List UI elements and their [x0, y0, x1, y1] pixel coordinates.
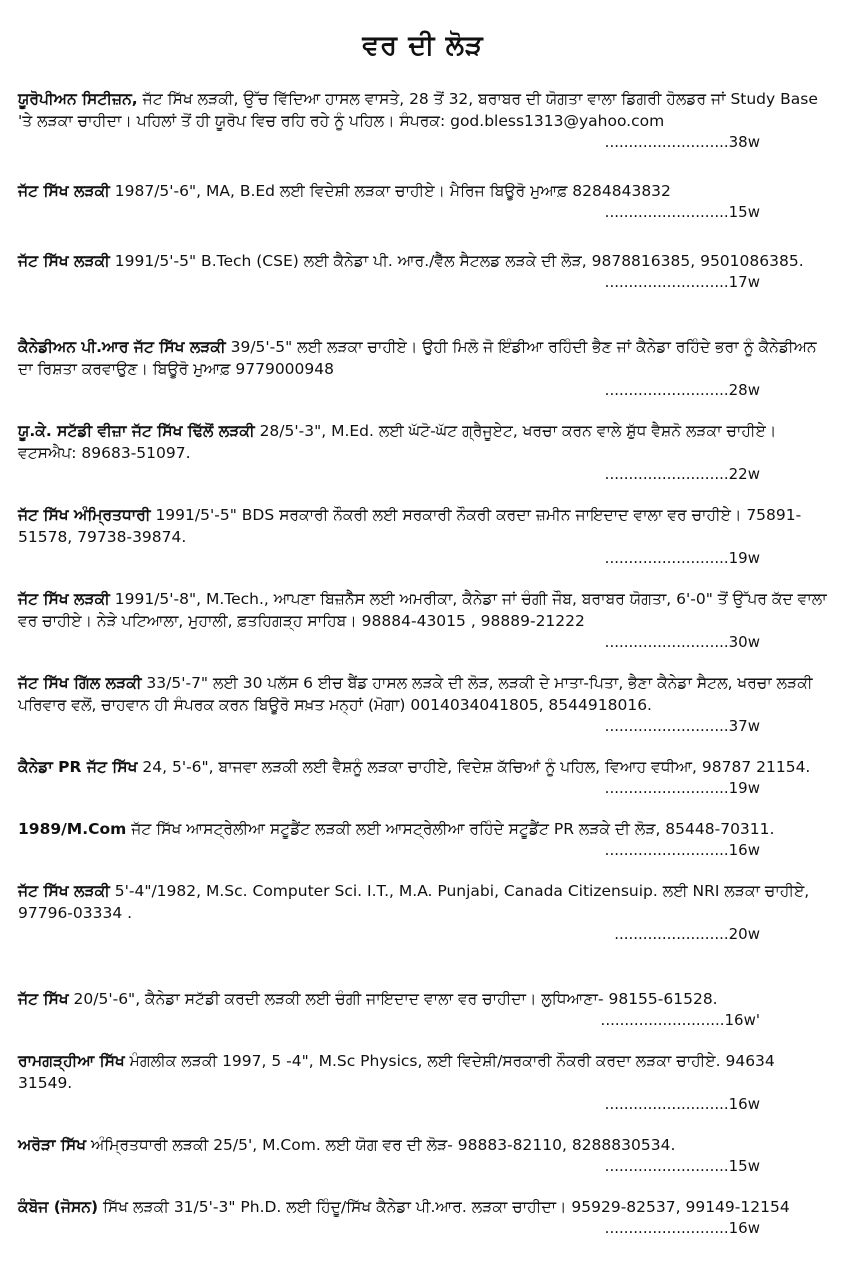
ad-8 — [18, 672, 828, 736]
ad-10 — [18, 818, 828, 860]
ad-6 — [18, 504, 828, 568]
ad-7 — [18, 588, 828, 652]
ad-heading: 1989/M.Com — [18, 820, 127, 838]
ad-5 — [18, 420, 828, 484]
ad-heading: ਕੈਨੇਡਾ PR ਜੱਟ ਸਿੱਖ — [18, 758, 138, 776]
ad-heading: ਜੱਟ ਸਿੱਖ ਲੜਕੀ — [18, 590, 110, 608]
ad-text: 24, 5'-6", ਬਾਜਵਾ ਲੜਕੀ ਲਈ ਵੈਸ਼ਨੂੰ ਲੜਕਾ ਚਾਹੀਏ, ਵਿਦੇਸ਼ ਕੱਚਿਆਂ ਨੂੰ ਪਹਿਲ, ਵਿਆਹ ਵਧੀਆ, 98787 21154. — [137, 758, 811, 776]
ad-2 — [18, 180, 828, 222]
ad-heading: ਜੱਟ ਸਿੱਖ ਗਿੱਲ ਲੜਕੀ — [18, 674, 142, 692]
ad-text: 20/5'-6", ਕੈਨੇਡਾ ਸਟੱਡੀ ਕਰਦੀ ਲੜਕੀ ਲਈ ਚੰਗੀ ਜਾਇਦਾਦ ਵਾਲਾ ਵਰ ਚਾਹੀਦਾ। ਲੁਧਿਆਣਾ- 98155-61528. — [68, 990, 718, 1008]
ad-text: 1987/5'-6", MA, B.Ed ਲਈ ਵਿਦੇਸ਼ੀ ਲੜਕਾ ਚਾਹੀਏ। ਮੈਰਿਜ ਬਿਊਰੋ ਮੁਆਫ਼ 8284843832 — [109, 182, 671, 200]
ad-code: ..........................19w — [604, 779, 760, 797]
ad-3 — [18, 250, 828, 292]
ad-text: ਸਿੱਖ ਲੜਕੀ 31/5'-3" Ph.D. ਲਈ ਹਿੰਦੂ/ਸਿੱਖ ਕੈਨੇਡਾ ਪੀ.ਆਰ. ਲੜਕਾ ਚਾਹੀਦਾ। 95929-82537, 99149-12154 — [98, 1198, 790, 1216]
ad-heading: ਜੱਟ ਸਿੱਖ ਲੜਕੀ — [18, 182, 110, 200]
ad-text: 39/5'-5" ਲਈ ਲੜਕਾ ਚਾਹੀਏ। ਉਹੀ ਮਿਲੋ ਜੋ ਇੰਡੀਆ ਰਹਿੰਦੀ ਭੈਣ ਜਾਂ ਕੈਨੇਡਾ ਰਹਿੰਦੇ ਭਰਾ ਨੂੰ ਕੈਨੇਡੀਅਨ ਦਾ ਰਿਸ਼ਤਾ ਕਰਵਾਉਣ। ਬਿਊਰੋ ਮੁਆਫ਼ 9779000948 — [18, 338, 817, 378]
ad-text: 1991/5'-8", M.Tech., ਆਪਣਾ ਬਿਜ਼ਨੈੱਸ ਲਈ ਅਮਰੀਕਾ, ਕੈਨੇਡਾ ਜਾਂ ਚੰਗੀ ਜੌਬ, ਬਰਾਬਰ ਯੋਗਤਾ, 6'-0" ਤੋਂ ਉੱਪਰ ਕੱਦ ਵਾਲਾ ਵਰ ਚਾਹੀਏ। ਨੇੜੇ ਪਟਿਆਲਾ, ਮੁਹਾਲੀ, ਫ਼ਤਹਿਗੜ੍ਹ ਸਾਹਿਬ। 98884-43015 , 98889-21222 — [18, 590, 827, 630]
page-title: ਵਰ ਦੀ ਲੋੜ — [362, 30, 484, 61]
ad-4 — [18, 336, 828, 400]
ad-text: 1991/5'-5" BDS ਸਰਕਾਰੀ ਨੌਕਰੀ ਲਈ ਸਰਕਾਰੀ ਨੌਕਰੀ ਕਰਦਾ ਜ਼ਮੀਨ ਜਾਇਦਾਦ ਵਾਲਾ ਵਰ ਚਾਹੀਏ। 75891-51578, 79738-39874. — [18, 506, 802, 546]
ad-13 — [18, 1050, 828, 1114]
ad-heading: ਕੈਨੇਡੀਅਨ ਪੀ.ਆਰ ਜੱਟ ਸਿੱਖ ਲੜਕੀ — [18, 338, 226, 356]
ad-text: 28/5'-3", M.Ed. ਲਈ ਘੱਟੋ-ਘੱਟ ਗ੍ਰੈਜੂਏਟ, ਖਰਚਾ ਕਰਨ ਵਾਲੇ ਸ਼ੁੱਧ ਵੈਸ਼ਨੋ ਲੜਕਾ ਚਾਹੀਏ। ਵਟਸਐਪ: 89683-51097. — [18, 422, 777, 462]
ad-heading: ਜੱਟ ਸਿੱਖ ਲੜਕੀ — [18, 252, 110, 270]
ad-1 — [18, 88, 828, 152]
ad-heading: ਰਾਮਗੜ੍ਹੀਆ ਸਿੱਖ — [18, 1052, 125, 1070]
ad-code: ..........................22w — [604, 465, 760, 483]
ad-text: 5'-4"/1982, M.Sc. Computer Sci. I.T., M.A. Punjabi, Canada Citizensuip. ਲਈ NRI ਲੜਕਾ ਚਾਹੀਏ, 97796-03334 . — [18, 882, 810, 922]
ad-code: ..........................16w — [604, 1095, 760, 1113]
ad-text: ਜੱਟ ਸਿੱਖ ਆਸਟ੍ਰੇਲੀਆ ਸਟੂਡੈਂਟ ਲੜਕੀ ਲਈ ਆਸਟ੍ਰੇਲੀਆ ਰਹਿੰਦੇ ਸਟੂਡੈਂਟ PR ਲੜਕੇ ਦੀ ਲੋੜ, 85448-70311. — [126, 820, 775, 838]
ad-code: ..........................16w' — [600, 1011, 760, 1029]
ad-14 — [18, 1134, 828, 1176]
ad-code: ........................20w — [614, 925, 760, 943]
ad-9 — [18, 756, 828, 798]
ad-text: ਮੰਗਲੀਕ ਲੜਕੀ 1997, 5 -4", M.Sc Physics, ਲਈ ਵਿਦੇਸ਼ੀ/ਸਰਕਾਰੀ ਨੌਕਰੀ ਕਰਦਾ ਲੜਕਾ ਚਾਹੀਏ. 94634 31549. — [18, 1052, 775, 1092]
ad-text: 33/5'-7" ਲਈ 30 ਪਲੱਸ 6 ਈਚ ਬੈਂਡ ਹਾਸਲ ਲੜਕੇ ਦੀ ਲੋੜ, ਲੜਕੀ ਦੇ ਮਾਤਾ-ਪਿਤਾ, ਭੈਣਾ ਕੈਨੇਡਾ ਸੈਟਲ, ਖਰਚਾ ਲੜਕੀ ਪਰਿਵਾਰ ਵਲੋਂ, ਚਾਹਵਾਨ ਹੀ ਸੰਪਰਕ ਕਰਨ ਬਿਊਰੋ ਸਖ਼ਤ ਮਨ੍ਹਾਂ (ਮੋਗਾ) 0014034041805, 8544918016. — [18, 674, 813, 714]
ad-code: ..........................28w — [604, 381, 760, 399]
ad-text: ਅੰਮ੍ਰਿਤਧਾਰੀ ਲੜਕੀ 25/5', M.Com. ਲਈ ਯੋਗ ਵਰ ਦੀ ਲੋੜ- 98883-82110, 8288830534. — [86, 1136, 676, 1154]
ad-11 — [18, 880, 828, 944]
ad-code: ..........................16w — [604, 1219, 760, 1237]
ad-heading: ਜੱਟ ਸਿੱਖ ਅੰਮ੍ਰਿਤਧਾਰੀ — [18, 506, 151, 524]
ad-code: ..........................38w — [604, 133, 760, 151]
ad-heading: ਜੱਟ ਸਿੱਖ ਲੜਕੀ — [18, 882, 110, 900]
ad-code: ..........................15w — [604, 203, 760, 221]
ad-text: ਜੱਟ ਸਿੱਖ ਲੜਕੀ, ਉੱਚ ਵਿੱਦਿਆ ਹਾਸਲ ਵਾਸਤੇ, 28 ਤੋਂ 32, ਬਰਾਬਰ ਦੀ ਯੋਗਤਾ ਵਾਲਾ ਡਿਗਰੀ ਹੋਲਡਰ ਜਾਂ Study Base 'ਤੇ ਲੜਕਾ ਚਾਹੀਦਾ। ਪਹਿਲਾਂ ਤੋਂ ਹੀ ਯੂਰੋਪ ਵਿਚ ਰਹਿ ਰਹੇ ਨੂੰ ਪਹਿਲ। ਸੰਪਰਕ: god.bless1313@yahoo.com — [18, 90, 818, 130]
ad-heading: ਕੰਬੋਜ (ਜੋਸਨ) — [18, 1198, 99, 1216]
ad-15 — [18, 1196, 828, 1238]
ad-code: ..........................30w — [604, 633, 760, 651]
ad-heading: ਅਰੋੜਾ ਸਿੱਖ — [18, 1136, 87, 1154]
ad-heading: ਜੱਟ ਸਿੱਖ — [18, 990, 69, 1008]
ad-code: ..........................37w — [604, 717, 760, 735]
ad-heading: ਯੂਰੋਪੀਅਨ ਸਿਟੀਜ਼ਨ, — [18, 90, 138, 108]
ad-text: 1991/5'-5" B.Tech (CSE) ਲਈ ਕੈਨੇਡਾ ਪੀ. ਆਰ./ਵੈੱਲ ਸੈਟਲਡ ਲੜਕੇ ਦੀ ਲੋੜ, 9878816385, 9501086385. — [109, 252, 804, 270]
ad-code: ..........................15w — [604, 1157, 760, 1175]
ad-code: ..........................19w — [604, 549, 760, 567]
ad-heading: ਯੂ.ਕੇ. ਸਟੱਡੀ ਵੀਜ਼ਾ ਜੱਟ ਸਿੱਖ ਢਿੱਲੋਂ ਲੜਕੀ — [18, 422, 255, 440]
ad-12 — [18, 988, 828, 1030]
ad-code: ..........................17w — [604, 273, 760, 291]
ad-code: ..........................16w — [604, 841, 760, 859]
